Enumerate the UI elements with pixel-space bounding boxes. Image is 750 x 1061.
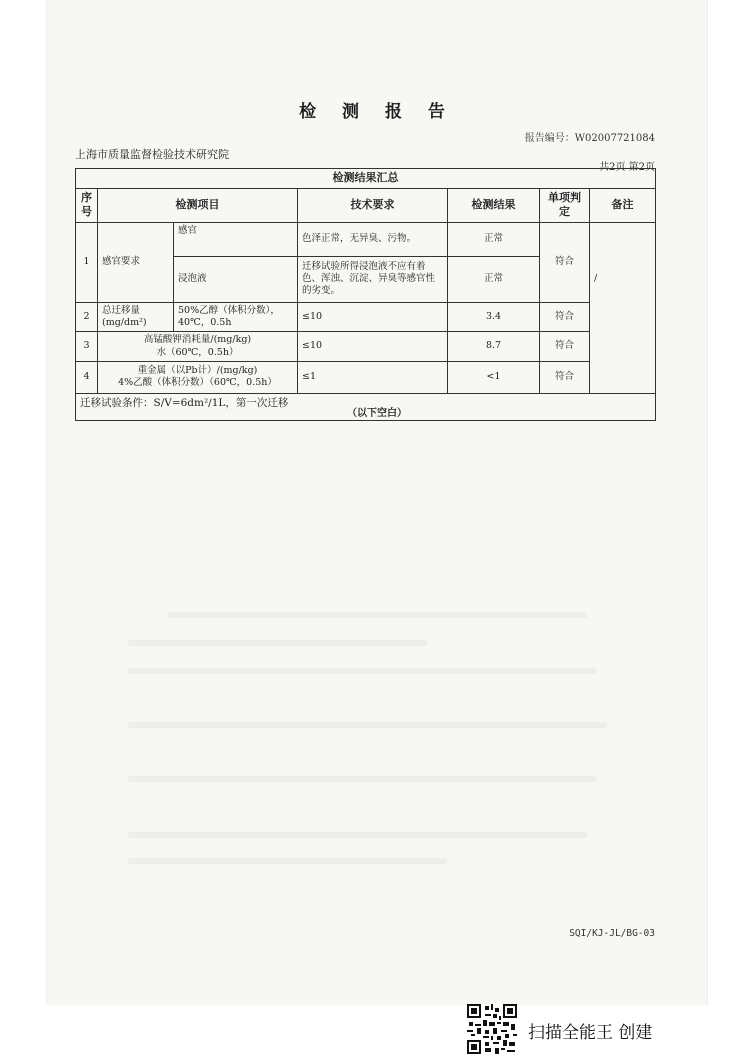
row-requirement: ≤10: [298, 332, 448, 362]
row-seq: 2: [76, 302, 98, 332]
table-row: [76, 332, 656, 362]
row-result: 3.4: [448, 302, 540, 332]
row-requirement: ≤10: [298, 302, 448, 332]
row-seq: 1: [76, 222, 98, 302]
table-caption: 检测结果汇总: [76, 169, 656, 189]
row-condition: 感官: [174, 222, 298, 256]
header-remark: 备注: [590, 189, 656, 223]
row-result: 8.7: [448, 332, 540, 362]
row-verdict: 符合: [540, 332, 590, 362]
bleed-through-text: [167, 612, 587, 618]
table-row: [76, 361, 656, 393]
report-number: 报告编号：W02007721084: [524, 133, 655, 144]
row-item: 重金属（以Pb计）/(mg/kg) 4%乙酸（体积分数）（60℃，0.5h）: [98, 361, 298, 393]
scanner-watermark-label: 扫描全能王 创建: [528, 1023, 653, 1043]
row-verdict: 符合: [540, 222, 590, 302]
report-title: 检 测 报 告: [299, 102, 455, 122]
test-conditions: 迁移试验条件：S/V=6dm²/1L，第一次迁移: [76, 393, 656, 420]
row-condition: 50%乙醇（体积分数）， 40℃，0.5h: [174, 302, 298, 332]
row-item: 感官要求: [98, 222, 174, 302]
bleed-through-text: [127, 832, 587, 838]
row-result: <1: [448, 361, 540, 393]
row-requirement: 迁移试验所得浸泡液不应有着色、浑浊、沉淀、异臭等感官性的劣变。: [298, 256, 448, 302]
row-seq: 3: [76, 332, 98, 362]
remark-cell: /: [590, 222, 656, 393]
page-indicator: 共2页 第2页: [599, 162, 655, 173]
row-seq: 4: [76, 361, 98, 393]
institute-name: 上海市质量监督检验技术研究院: [75, 148, 229, 161]
results-table: [75, 168, 656, 421]
form-code: SQI/KJ-JL/BG-03: [569, 928, 655, 939]
table-row: [76, 302, 656, 332]
row-item: 总迁移量 (mg/dm²): [98, 302, 174, 332]
table-row: [76, 222, 656, 256]
header-verdict: 单项判定: [540, 189, 590, 223]
row-verdict: 符合: [540, 361, 590, 393]
header-item: 检测项目: [98, 189, 298, 223]
qr-code-icon: [467, 1004, 517, 1054]
bleed-through-text: [127, 668, 597, 674]
row-requirement: ≤1: [298, 361, 448, 393]
row-requirement: 色泽正常，无异臭、污物。: [298, 222, 448, 256]
bleed-through-text: [127, 858, 447, 864]
report-page: [46, 0, 708, 1005]
bleed-through-text: [127, 640, 427, 646]
blank-below-note: （以下空白）: [347, 408, 407, 419]
header-result: 检测结果: [448, 189, 540, 223]
header-requirement: 技术要求: [298, 189, 448, 223]
row-result: 正常: [448, 222, 540, 256]
row-verdict: 符合: [540, 302, 590, 332]
bleed-through-text: [127, 722, 607, 728]
header-seq: 序号: [76, 189, 98, 223]
row-condition: 浸泡液: [174, 256, 298, 302]
row-result: 正常: [448, 256, 540, 302]
row-item: 高锰酸钾消耗量/(mg/kg) 水（60℃，0.5h）: [98, 332, 298, 362]
bleed-through-text: [127, 776, 597, 782]
